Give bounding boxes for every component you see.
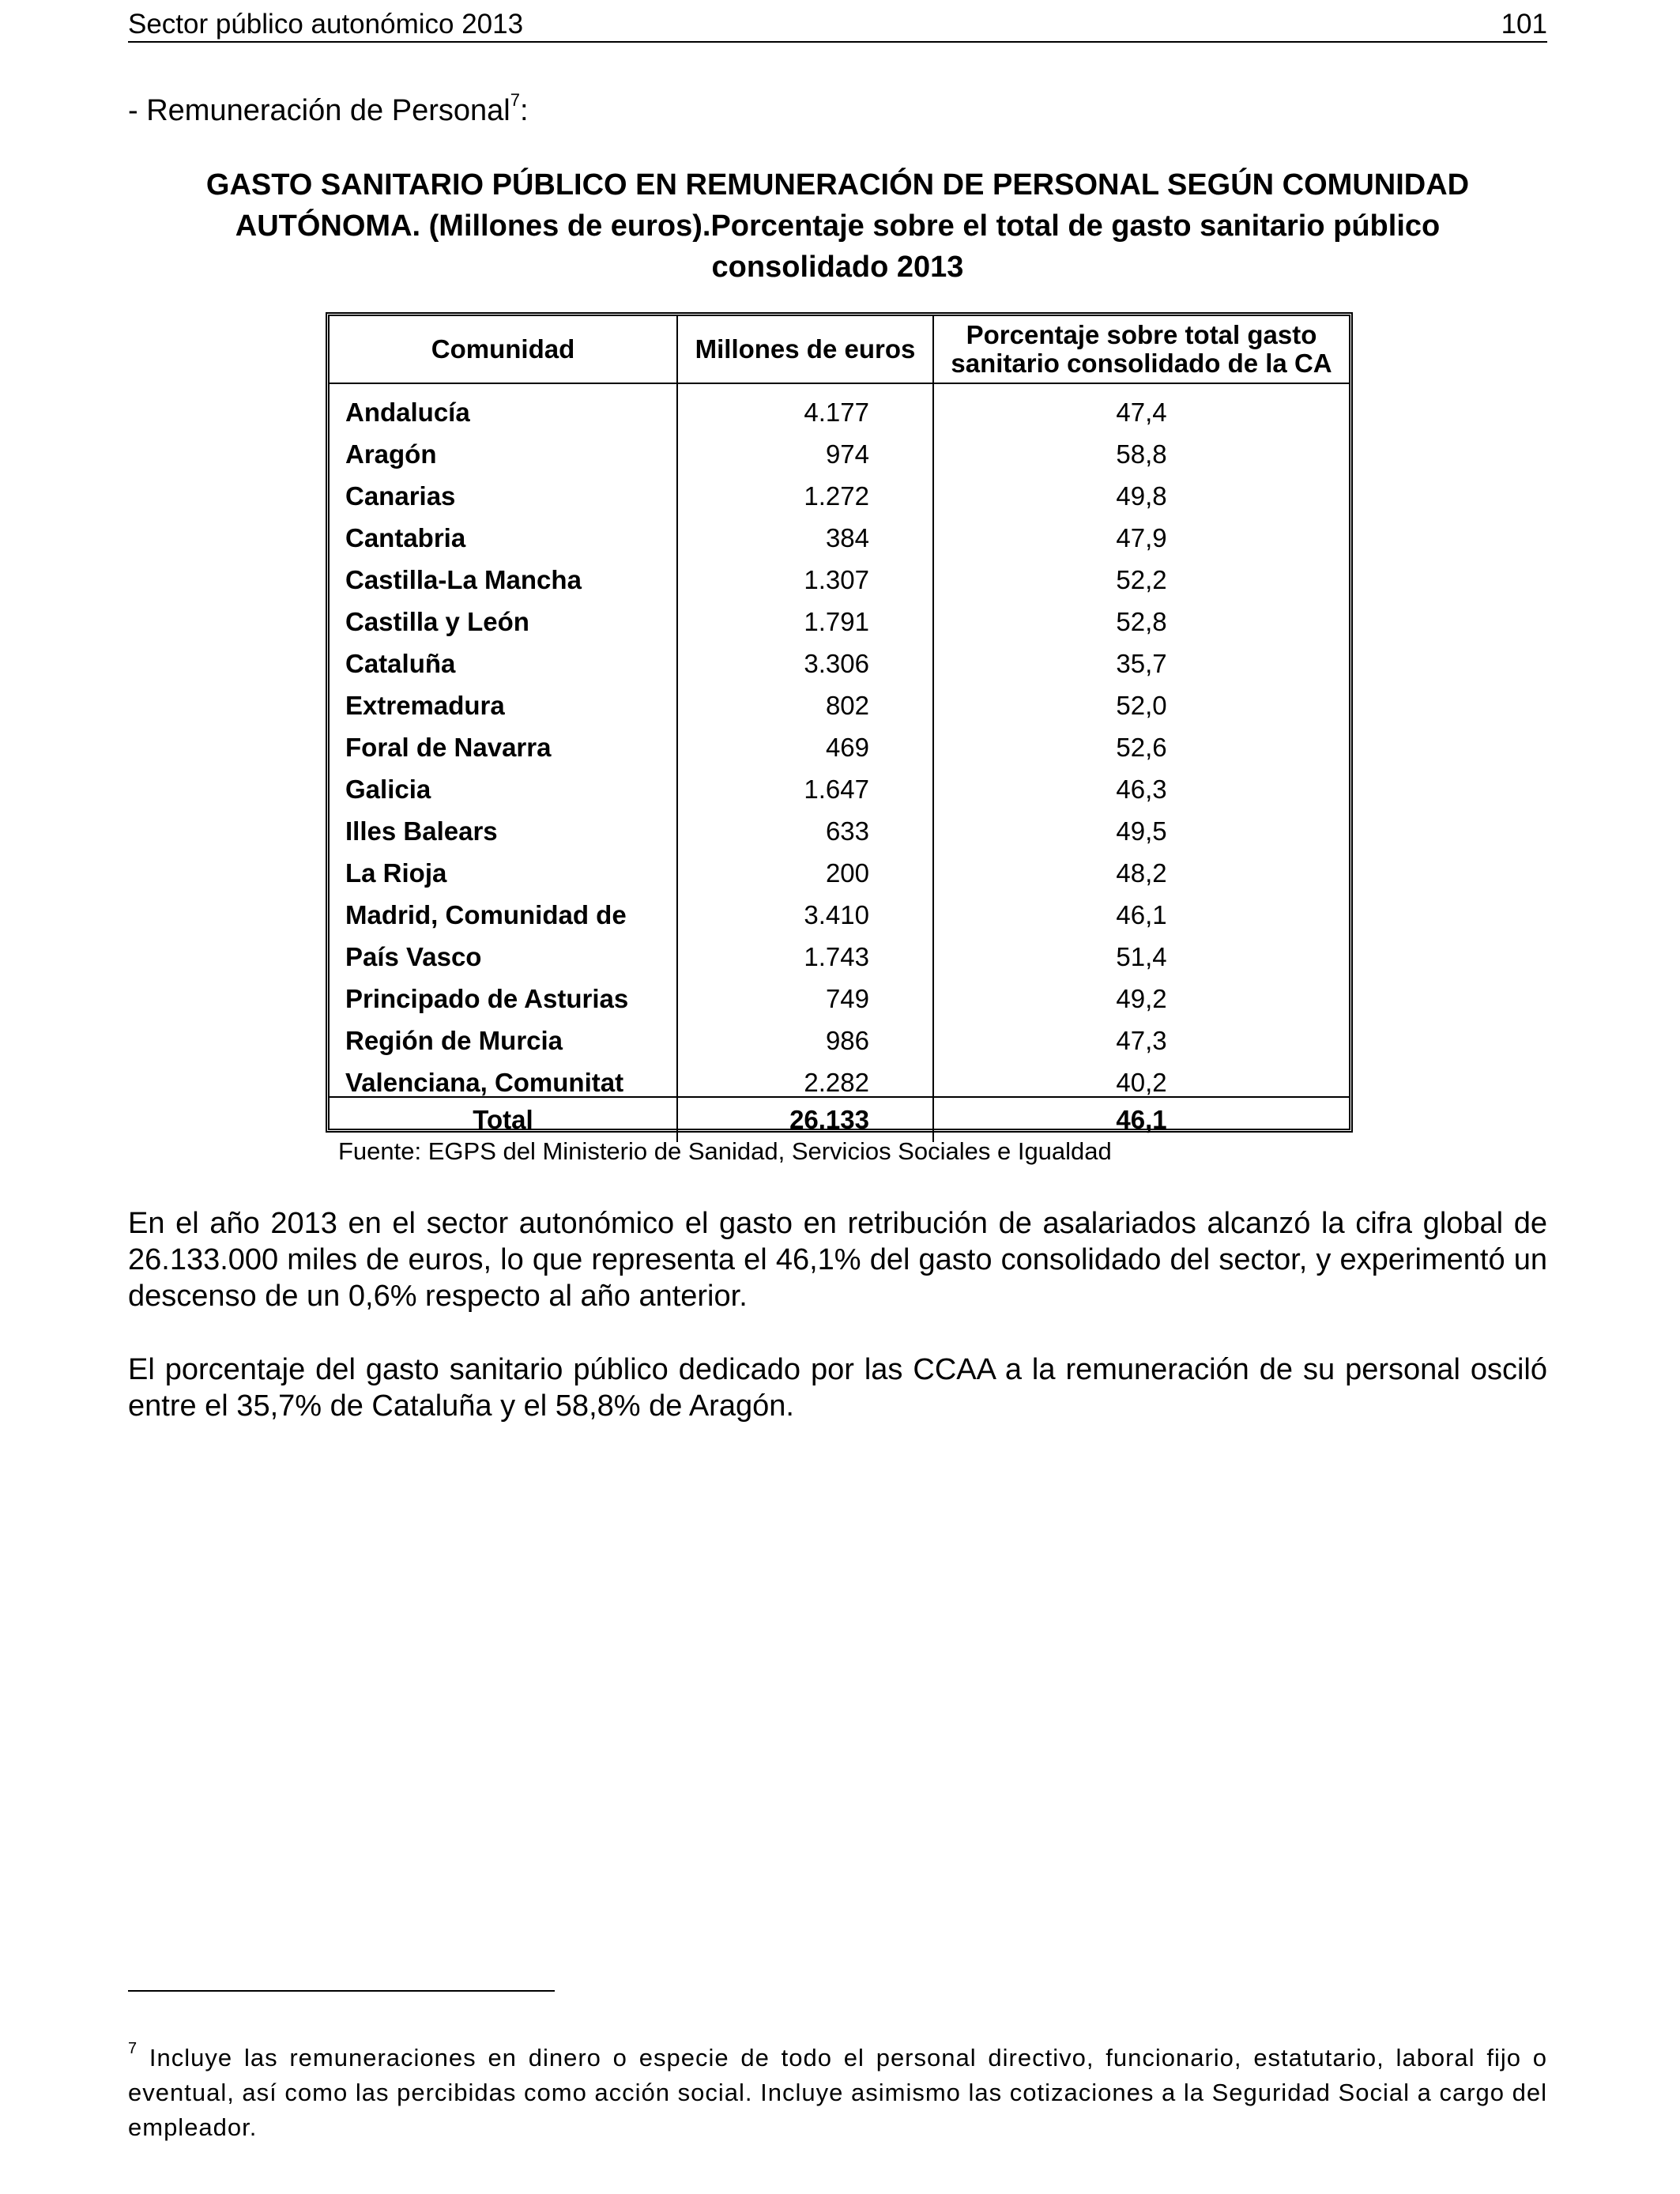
- row-millones: 749: [677, 971, 933, 1012]
- row-comunidad: País Vasco: [330, 929, 677, 971]
- table-row: [330, 383, 1349, 426]
- row-comunidad: La Rioja: [330, 845, 677, 887]
- footnote-reference: 7: [510, 90, 520, 110]
- total-millones: 26.133: [677, 1097, 933, 1142]
- row-comunidad: Foral de Navarra: [330, 719, 677, 761]
- row-comunidad: Castilla y León: [330, 594, 677, 635]
- paragraph-1: En el año 2013 en el sector autonómico el gasto en retribución de asalariados alcanzó la cifra global de 26.133.000 miles de euros, lo que representa el 46,1% del gasto consolidado del sector, y experimentó un descenso de un 0,6% respecto al año anterior.: [128, 1207, 1547, 1313]
- table-row: [330, 426, 1349, 468]
- row-comunidad: Galicia: [330, 761, 677, 803]
- row-millones: 802: [677, 677, 933, 719]
- header-porcentaje-line-1: Porcentaje sobre total gasto: [966, 320, 1317, 349]
- row-comunidad: Illes Balears: [330, 803, 677, 845]
- row-porcentaje: 47,4: [1116, 398, 1167, 427]
- table-row: [330, 1054, 1349, 1097]
- row-millones: 469: [677, 719, 933, 761]
- table-row: [330, 719, 1349, 761]
- row-porcentaje: 47,3: [1116, 1026, 1167, 1055]
- row-comunidad: Extremadura: [330, 677, 677, 719]
- header-title: Sector público autonómico 2013: [128, 9, 524, 40]
- row-porcentaje: 52,6: [1116, 733, 1167, 762]
- row-millones: 4.177: [677, 383, 933, 426]
- page-header: [128, 8, 1547, 43]
- row-porcentaje: 51,4: [1116, 942, 1167, 971]
- row-millones: 1.743: [677, 929, 933, 971]
- total-label: Total: [330, 1097, 677, 1142]
- row-porcentaje: 46,3: [1116, 775, 1167, 804]
- row-comunidad: Principado de Asturias: [330, 971, 677, 1012]
- table-row: [330, 594, 1349, 635]
- table-row: [330, 761, 1349, 803]
- row-millones: 986: [677, 1012, 933, 1054]
- data-table-frame: [326, 312, 1353, 1133]
- paragraph-2: El porcentaje del gasto sanitario público dedicado por las CCAA a la remuneración de su personal osciló entre el 35,7% de Cataluña y el 58,8% de Aragón.: [128, 1353, 1547, 1423]
- row-porcentaje: 35,7: [1116, 649, 1167, 678]
- row-porcentaje: 47,9: [1116, 523, 1167, 552]
- row-porcentaje: 49,8: [1116, 481, 1167, 511]
- row-comunidad: Madrid, Comunidad de: [330, 887, 677, 929]
- row-porcentaje: 52,2: [1116, 565, 1167, 594]
- table-title-line-3: consolidado 2013: [711, 251, 964, 284]
- data-table: [330, 316, 1349, 1142]
- row-millones: 2.282: [677, 1054, 933, 1097]
- footnote-separator: [128, 1990, 555, 1992]
- row-millones: 1.272: [677, 468, 933, 510]
- row-comunidad: Región de Murcia: [330, 1012, 677, 1054]
- row-comunidad: Cantabria: [330, 510, 677, 552]
- row-porcentaje: 52,0: [1116, 691, 1167, 720]
- page-number: 101: [1501, 9, 1547, 40]
- row-comunidad: Aragón: [330, 426, 677, 468]
- table-row: [330, 677, 1349, 719]
- row-comunidad: Canarias: [330, 468, 677, 510]
- table-total-row: [330, 1097, 1349, 1142]
- row-porcentaje: 49,2: [1116, 984, 1167, 1013]
- row-comunidad: Andalucía: [330, 383, 677, 426]
- footnote: [128, 2041, 1547, 2145]
- row-millones: 3.306: [677, 635, 933, 677]
- section-suffix: :: [519, 94, 529, 127]
- table-row: [330, 929, 1349, 971]
- row-millones: 633: [677, 803, 933, 845]
- table-row: [330, 635, 1349, 677]
- row-porcentaje: 58,8: [1116, 439, 1167, 469]
- table-title: [128, 164, 1547, 288]
- section-label: - Remuneración de Personal: [128, 94, 510, 127]
- row-comunidad: Valenciana, Comunitat: [330, 1054, 677, 1097]
- row-porcentaje: 46,1: [1116, 900, 1167, 929]
- header-millones: Millones de euros: [677, 316, 933, 383]
- table-row: [330, 803, 1349, 845]
- row-millones: 3.410: [677, 887, 933, 929]
- table-row: [330, 887, 1349, 929]
- footnote-number: 7: [128, 2040, 138, 2057]
- row-comunidad: Castilla-La Mancha: [330, 552, 677, 594]
- row-comunidad: Cataluña: [330, 635, 677, 677]
- header-comunidad: Comunidad: [330, 316, 677, 383]
- header-porcentaje: [933, 316, 1349, 383]
- table-row: [330, 971, 1349, 1012]
- total-porcentaje: 46,1: [933, 1097, 1349, 1142]
- footnote-text: Incluye las remuneraciones en dinero o especie de todo el personal directivo, funcionario, estatutario, laboral fijo o eventual, así como las percibidas como acción social. Incluye asimismo las cotizaciones a la Seguridad Social a cargo del empleador.: [128, 2044, 1547, 2141]
- table-row: [330, 510, 1349, 552]
- table-row: [330, 1012, 1349, 1054]
- row-millones: 384: [677, 510, 933, 552]
- row-millones: 1.307: [677, 552, 933, 594]
- row-millones: 1.791: [677, 594, 933, 635]
- row-millones: 974: [677, 426, 933, 468]
- row-millones: 1.647: [677, 761, 933, 803]
- table-row: [330, 552, 1349, 594]
- table-title-line-2: AUTÓNOMA. (Millones de euros).Porcentaje sobre el total de gasto sanitario público: [235, 209, 1441, 243]
- table-row: [330, 468, 1349, 510]
- row-porcentaje: 48,2: [1116, 858, 1167, 888]
- row-porcentaje: 40,2: [1116, 1068, 1167, 1097]
- row-porcentaje: 52,8: [1116, 607, 1167, 636]
- table-row: [330, 845, 1349, 887]
- row-porcentaje: 49,5: [1116, 816, 1167, 846]
- table-source: Fuente: EGPS del Ministerio de Sanidad, Servicios Sociales e Igualdad: [338, 1137, 1112, 1165]
- table-header-row: [330, 316, 1349, 383]
- row-millones: 200: [677, 845, 933, 887]
- table-title-line-1: GASTO SANITARIO PÚBLICO EN REMUNERACIÓN DE PERSONAL SEGÚN COMUNIDAD: [205, 168, 1470, 202]
- header-porcentaje-line-2: sanitario consolidado de la CA: [951, 349, 1332, 378]
- table-body: [330, 383, 1349, 1097]
- section-heading: [128, 92, 529, 130]
